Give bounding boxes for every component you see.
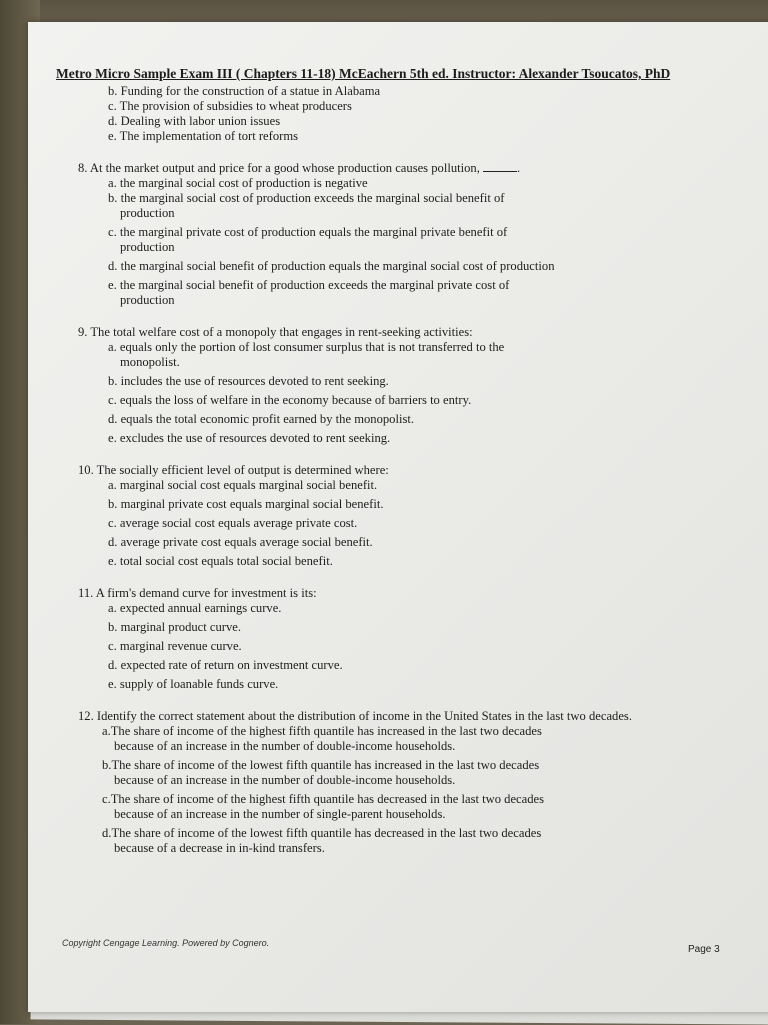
exam-content	[78, 84, 728, 856]
q12-option-d: d.The share of income of the lowest fifth quantile has decreased in the last two decades because of a decrease in in-kind transfers.	[102, 826, 542, 855]
q11-option-e: e. supply of loanable funds curve.	[108, 677, 279, 691]
q11-option-a: a. expected annual earnings curve.	[108, 601, 282, 615]
q10-option-a: a. marginal social cost equals marginal social benefit.	[108, 478, 378, 492]
question-7-partial	[78, 84, 728, 144]
q7-option-d: d. Dealing with labor union issues	[108, 114, 281, 128]
question-9	[78, 325, 728, 446]
q8-option-e: e. the marginal social benefit of production exceeds the marginal private cost of production	[108, 278, 510, 307]
q9-option-a: a. equals only the portion of lost consumer surplus that is not transferred to the monopolist.	[108, 340, 505, 369]
q10-option-d: d. average private cost equals average social benefit.	[108, 535, 373, 549]
question-11	[78, 586, 728, 692]
q9-option-d: d. equals the total economic profit earned by the monopolist.	[108, 412, 415, 426]
question-8	[78, 161, 728, 308]
q9-option-b: b. includes the use of resources devoted to rent seeking.	[108, 374, 389, 388]
q7-option-e: e. The implementation of tort reforms	[108, 129, 299, 143]
q9-option-c: c. equals the loss of welfare in the economy because of barriers to entry.	[108, 393, 472, 407]
q8-option-d: d. the marginal social benefit of production equals the marginal social cost of production	[108, 259, 555, 273]
question-12	[78, 709, 728, 856]
q10-option-b: b. marginal private cost equals marginal social benefit.	[108, 497, 384, 511]
copyright-footer: Copyright Cengage Learning. Powered by Cognero.	[62, 938, 270, 948]
q8-option-c: c. the marginal private cost of production equals the marginal private benefit of production	[108, 225, 508, 254]
q8-stem: 8. At the market output and price for a good whose production causes pollution, .	[78, 161, 521, 175]
page-number: Page 3	[688, 944, 720, 955]
q7-option-b: b. Funding for the construction of a statue in Alabama	[108, 84, 381, 98]
q7-option-c: c. The provision of subsidies to wheat producers	[108, 99, 352, 113]
q12-option-b: b.The share of income of the lowest fifth quantile has increased in the last two decades because of an increase in the number of double-income households.	[102, 758, 540, 787]
q9-option-e: e. excludes the use of resources devoted to rent seeking.	[108, 431, 391, 445]
q11-option-b: b. marginal product curve.	[108, 620, 242, 634]
q8-option-b: b. the marginal social cost of production exceeds the marginal social benefit of production	[108, 191, 505, 220]
q10-option-c: c. average social cost equals average private cost.	[108, 516, 358, 530]
q12-stem: 12. Identify the correct statement about the distribution of income in the United States in the last two decades.	[78, 709, 632, 723]
answer-blank	[483, 161, 517, 172]
q11-stem: 11. A firm's demand curve for investment is its:	[78, 586, 317, 600]
q8-option-a: a. the marginal social cost of production is negative	[108, 176, 368, 190]
question-10	[78, 463, 728, 569]
exam-page	[28, 22, 768, 1012]
q12-option-a: a.The share of income of the highest fifth quantile has increased in the last two decades because of an increase in the number of double-income households.	[102, 724, 542, 753]
exam-header: Metro Micro Sample Exam III ( Chapters 11-18) McEachern 5th ed. Instructor: Alexander Tsoucatos, PhD	[56, 66, 671, 81]
q10-option-e: e. total social cost equals total social benefit.	[108, 554, 333, 568]
q11-option-d: d. expected rate of return on investment curve.	[108, 658, 343, 672]
q11-option-c: c. marginal revenue curve.	[108, 639, 242, 653]
q10-stem: 10. The socially efficient level of output is determined where:	[78, 463, 389, 477]
q12-option-c: c.The share of income of the highest fifth quantile has decreased in the last two decades because of an increase in the number of single-parent households.	[102, 792, 545, 821]
q9-stem: 9. The total welfare cost of a monopoly that engages in rent-seeking activities:	[78, 325, 473, 339]
